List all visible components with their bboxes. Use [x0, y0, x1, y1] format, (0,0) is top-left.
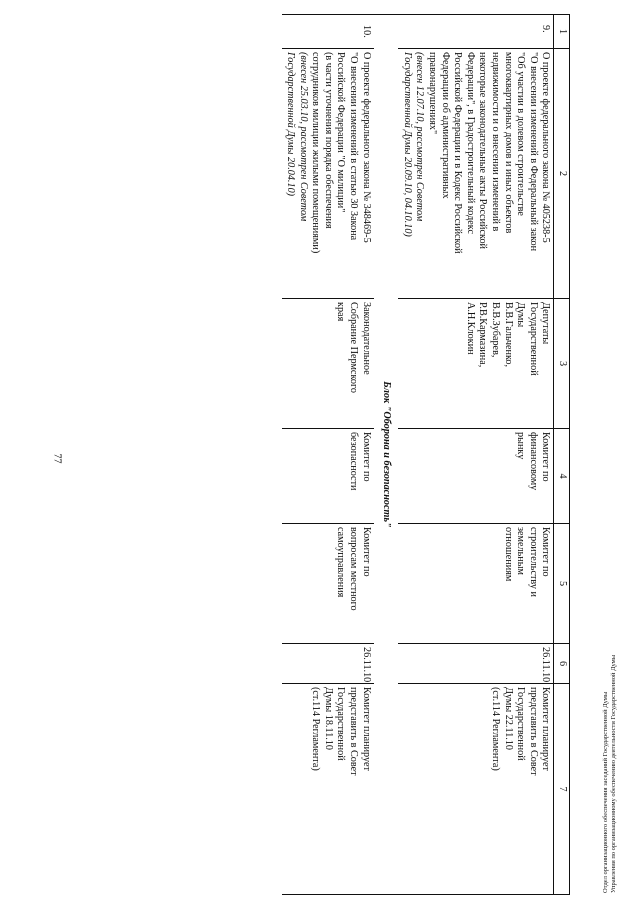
committee-cell: Комитет по безопасности: [282, 429, 374, 524]
committee-cell: Комитет по финансовому рынку: [398, 429, 554, 524]
date-cell: 26.11.10: [398, 644, 554, 684]
author-cell: Депутаты Государственной Думы В.В.Гальченко, В.В.Зубарев, Р.В.Кармазина, А.Н.Клокин: [398, 299, 554, 429]
bill-note: (внесен 12.07.10, рассмотрен Советом: [414, 52, 426, 222]
column-header: 7: [554, 684, 570, 895]
page-number: 77: [51, 453, 63, 464]
comment-cell: Комитет планирует представить в Совет Государственной Думы 18.11.10 (ст.114 Регламента): [282, 684, 374, 895]
table-row: [398, 15, 554, 895]
date-cell: 26.11.10: [282, 644, 374, 684]
comment-cell: Комитет планирует представить в Совет Государственной Думы 22.11.10 (ст.114 Регламента): [398, 684, 554, 895]
bill-cell: О проекте федерального закона № 348469-5 "О внесении изменений в статью 30 Закона Российской Федерации "О милиции" (в части уточнения порядка обеспечения сотрудников милиции жилыми помещениями) (внесен 25.03.10, рассмотрен Советом Государственной Думы 20.04.10): [282, 49, 374, 299]
column-header: 3: [554, 299, 570, 429]
column-header: 1: [554, 15, 570, 49]
row-number: 9.: [398, 15, 554, 49]
column-header: 5: [554, 524, 570, 644]
header-row: [554, 15, 570, 895]
footer: [602, 603, 618, 893]
footer-line: Отдел организационного обеспечения заседаний Государственной Думы: [602, 691, 609, 893]
author-cell: Законодательное Собрание Пермского края: [282, 299, 374, 429]
bill-note: (внесен 25.03.10, рассмотрен Советом: [297, 52, 309, 222]
co-committee-cell: Комитет по вопросам местного самоуправления: [282, 524, 374, 644]
rotated-table-page: [40, 14, 570, 894]
block-title: Блок "Оборона и безопасность": [374, 15, 399, 895]
co-committee-cell: Комитет по строительству и земельным отношениям: [398, 524, 554, 644]
table-row: [282, 15, 374, 895]
column-header: 6: [554, 644, 570, 684]
bill-note: Государственной Думы 20.09.10, 04.10.10): [401, 52, 413, 237]
bill-cell: О проекте федерального закона № 405238-5 "О внесении изменений в Федеральный закон "Об участии в долевом строительстве многоквартирных домов и иных объектов недвижимости и о внесении изменений в некоторые законодательные акты Российской Федерации", в Градостроительный кодекс Российской Федерации и в Кодекс Российской Федерации об административных правонарушениях" (внесен 12.07.10, рассмотрен Советом Государственной Думы 20.09.10, 04.10.10): [398, 49, 554, 299]
column-header: 2: [554, 49, 570, 299]
bills-table: [282, 14, 570, 895]
row-number: 10.: [282, 15, 374, 49]
column-header: 4: [554, 429, 570, 524]
footer-line: Управления по организационному обеспечению деятельности Государственной Думы: [610, 654, 617, 893]
bill-note: Государственной Думы 20.04.10): [285, 52, 297, 197]
block-title-row: [374, 15, 399, 895]
